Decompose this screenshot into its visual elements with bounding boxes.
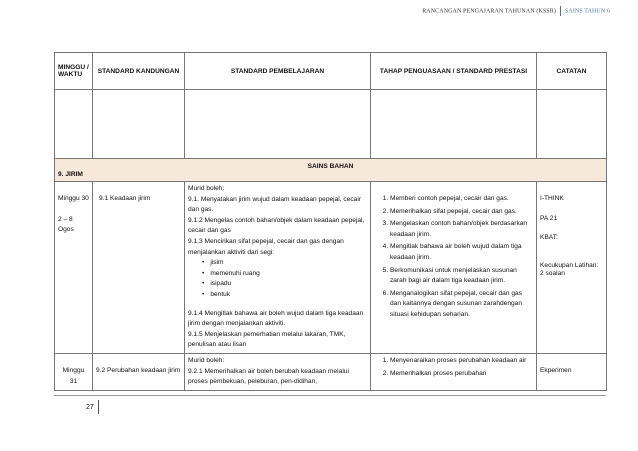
table-header-row — [55, 53, 607, 90]
col-kandungan: STANDARD KANDUNGAN — [93, 53, 185, 90]
header-title: RANCANGAN PENGAJARAN TAHUNAN (KSSR) — [422, 8, 556, 15]
page-header — [422, 6, 610, 16]
header-subject: SAINS TAHUN 6 — [564, 8, 610, 15]
tahap-cell — [371, 182, 537, 354]
pembelajaran-cell: Murid boleh: 9.1. Menyatakan jirim wujud dalam keadaan pepejal, cecair dan gas. 9.1.2 Mengelas contoh bahan/objek dalam keadaan pepejal, cecair dan gas 9.1.3 Mencirikan sifat pepejal, cecair dan gas dengan menjalankan aktiviti dari segi: • jisim • memenuhi ruang • isipadu • bentuk 9.1.4 Mengitlak bahawa air boleh wujud dalam tiga keadaan jirim dengan menjalankan aktiviti. 9.1.5 Menjelaskan pemerhatian melalui lakaran, TMK, penulisan atau lisan — [185, 182, 371, 354]
catatan-cell: Ekperimen — [537, 353, 607, 390]
section-row — [55, 159, 607, 182]
col-minggu: MINGGU / WAKTU — [55, 53, 93, 90]
pembelajaran-cell: Murid boleh: 9.2.1 Memerihalkan air boleh berubah keadaan melalui proses pembekuan, peleburan, pen-didihan, — [185, 353, 371, 390]
page-number: 27 — [86, 403, 94, 411]
rpt-table — [54, 52, 607, 391]
col-catatan: CATATAN — [537, 53, 607, 90]
page-footer — [86, 400, 99, 414]
kandungan-cell: 9.2 Perubahan keadaan jirim — [93, 353, 185, 390]
bullet-list: • jisim • memenuhi ruang • isipadu • bentuk — [188, 258, 367, 300]
col-pembelajaran: STANDARD PEMBELAJARAN — [185, 53, 371, 90]
minggu-date: 2 – 8 Ogos — [58, 215, 74, 234]
footer-bar — [98, 400, 99, 414]
col-tahap: TAHAP PENGUASAAN / STANDARD PRESTASI — [371, 53, 537, 90]
table-row — [55, 182, 607, 354]
header-divider — [560, 6, 561, 16]
catatan-cell: I-THINK PA 21 KBAT: Kecukupan Latihan: 2 soalan — [537, 182, 607, 354]
tahap-list: 1. Memberi contoh pepejal, cecair dan gas. 2. Memerihalkan sifat pepejal, cecair dan gas. 3. Mengelaskan contoh bahan/objek berdasarkan keadaan jirim. 4. Mengitlak bahawa air boleh wujud dalam tiga keadaan jirim. 5. Berkomunikasi untuk menjelaskan susunan zarah bagi air dalam tiga keadaan jirim. 6. Menganalogikan sifat pepejal, cecair dan gas dan kaitannya dengan susunan zarahdengan situasi kehidupan seharian. — [374, 194, 533, 321]
kandungan-cell: 9.1 Keadaan jirim — [93, 182, 185, 354]
section-unit: 9. JIRIM — [58, 171, 83, 178]
tahap-cell: 1. Menyenaraikan proses perubahan keadaan air 2. Memerihalkan proses perubahan — [371, 353, 537, 390]
empty-row — [55, 90, 607, 159]
footer-divider — [54, 395, 606, 396]
section-tema: SAINS BAHAN — [307, 163, 354, 170]
table-row: Minggu 31 9.2 Perubahan keadaan jirim Murid boleh: 9.2.1 Memerihalkan air boleh berubah keadaan melalui proses pembekuan, peleburan, pen-didihan, 1. Menyenaraikan proses perubahan keadaan air 2. Memerihalkan proses perubahan Ekperimen — [55, 353, 607, 390]
minggu-label: Minggu 30 — [58, 195, 89, 202]
